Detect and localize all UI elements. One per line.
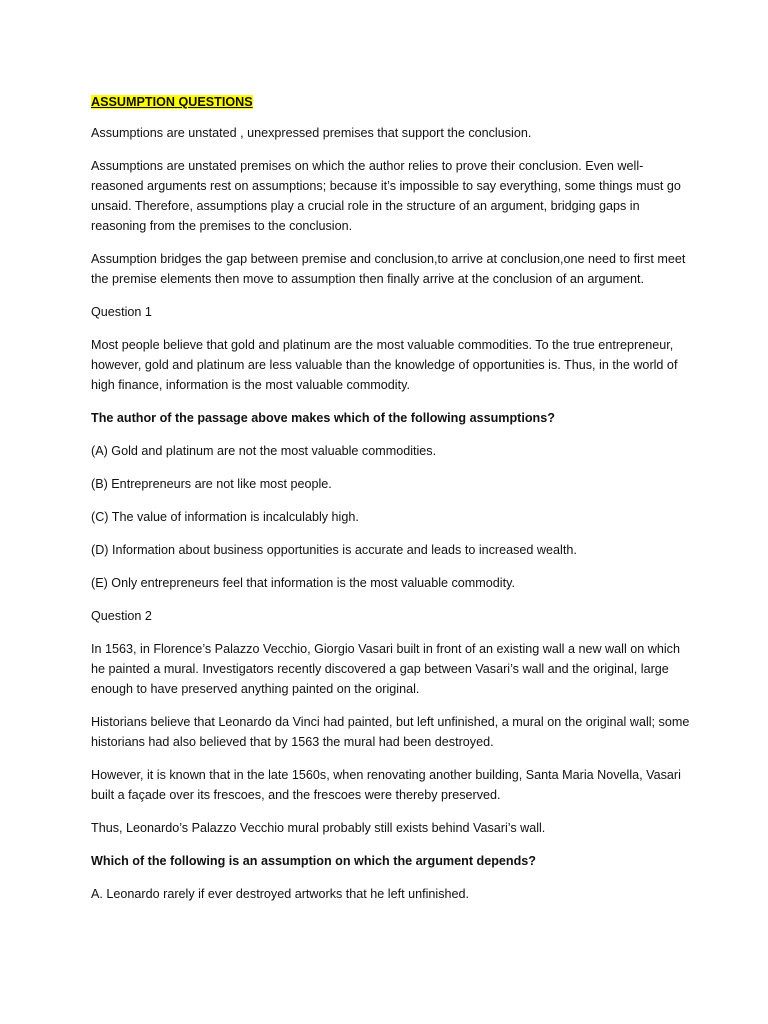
question1-option-b: (B) Entrepreneurs are not like most people. [91, 477, 332, 491]
question2-label: Question 2 [91, 609, 152, 623]
question1-label: Question 1 [91, 305, 152, 319]
question1-prompt: The author of the passage above makes which of the following assumptions? [91, 411, 555, 425]
intro-bridge-paragraph: Assumption bridges the gap between premise and conclusion,to arrive at conclusion,one need to first meet the premise elements then move to assumption then finally arrive at the conclusion of an argument. [91, 252, 686, 286]
question2-passage-3: However, it is known that in the late 1560s, when renovating another building, Santa Maria Novella, Vasari built a façade over its frescoes, and the frescoes were thereby preserved. [91, 768, 681, 802]
question2-option-a: A. Leonardo rarely if ever destroyed artworks that he left unfinished. [91, 887, 470, 901]
question1-option-a: (A) Gold and platinum are not the most valuable commodities. [91, 444, 437, 458]
intro-long-paragraph: Assumptions are unstated premises on which the author relies to prove their conclusion. Even well-reasoned arguments rest on assumptions; because it’s impossible to say everything, some things must go unsaid. Therefore, assumptions play a crucial role in the structure of an argument, bridging gaps in reasoning from the premises to the conclusion. [91, 159, 681, 233]
question1-option-c: (C) The value of information is incalculably high. [91, 510, 359, 524]
intro-short-paragraph: Assumptions are unstated , unexpressed premises that support the conclusion. [91, 126, 532, 140]
question1-option-d: (D) Information about business opportunities is accurate and leads to increased wealth. [91, 543, 577, 557]
question2-passage-4: Thus, Leonardo’s Palazzo Vecchio mural probably still exists behind Vasari’s wall. [91, 821, 546, 835]
document-body [91, 92, 691, 917]
question1-option-e: (E) Only entrepreneurs feel that information is the most valuable commodity. [91, 576, 515, 590]
question2-prompt: Which of the following is an assumption on which the argument depends? [91, 854, 536, 868]
question2-passage-1: In 1563, in Florence’s Palazzo Vecchio, Giorgio Vasari built in front of an existing wall a new wall on which he painted a mural. Investigators recently discovered a gap between Vasari’s wall and the original, large enough to have preserved anything painted on the original. [91, 642, 680, 696]
document-heading: ASSUMPTION QUESTIONS [91, 95, 253, 109]
question2-passage-2: Historians believe that Leonardo da Vinci had painted, but left unfinished, a mural on the original wall; some historians had also believed that by 1563 the mural had been destroyed. [91, 715, 690, 749]
question1-passage: Most people believe that gold and platinum are the most valuable commodities. To the true entrepreneur, however, gold and platinum are less valuable than the knowledge of opportunities is. Thus, in the world of high finance, information is the most valuable commodity. [91, 338, 678, 392]
